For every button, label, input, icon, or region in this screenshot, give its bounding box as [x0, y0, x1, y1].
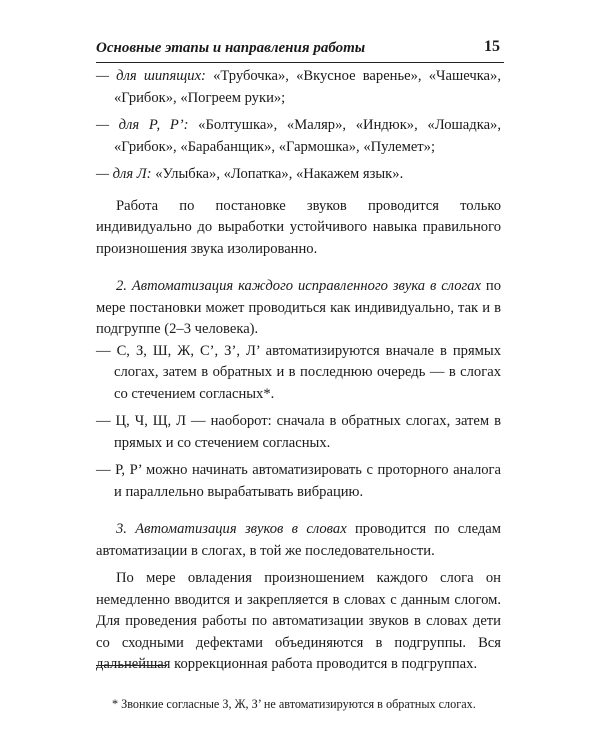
- section-2-heading: 2. Автоматизация каждого исправленного звука в слогах: [116, 278, 481, 294]
- list-item-label: — для шипящих:: [96, 68, 206, 84]
- body-text: [96, 66, 501, 676]
- list-item: — С, З, Ш, Ж, С’, З’, Л’ автоматизируются вначале в прямых слогах, затем в обратных и в последнюю очередь — в слогах со стечением согласных*.: [96, 342, 501, 402]
- paragraph-sound-setting: Работа по постановке звуков проводится только индивидуально до выработки устойчивого навыка правильного произношения звука изолированно.: [96, 197, 501, 257]
- list-item-text: «Улыбка», «Лопатка», «Накажем язык».: [151, 166, 404, 182]
- list-item-text: «Болтушка», «Маляр», «Индюк», «Лошадка», «Грибок», «Барабанщик», «Гармошка», «Пулемет»;: [114, 117, 501, 155]
- section-2-text: по мере постановки может проводиться как индивидуально, так и в подгруппе (2–3 человека).: [96, 278, 501, 337]
- list-item: — Р, Р’ можно начинать автоматизировать с проторного аналога и параллельно вырабатывать вибрацию.: [96, 462, 501, 500]
- section-2-paragraph: [96, 276, 501, 341]
- list-item-text: «Трубочка», «Вкусное варенье», «Чашечка», «Грибок», «Погреем руки»;: [114, 68, 501, 106]
- list-item: [96, 115, 501, 158]
- list-item-label: — для Р, Р’:: [96, 117, 189, 133]
- list-item: [96, 164, 501, 186]
- section-3-text: проводится по следам автоматизации в слогах, в той же последовательности.: [96, 521, 501, 559]
- list-item: — Ц, Ч, Щ, Л — наоборот: сначала в обратных слогах, затем в прямых и со стечением согласных.: [96, 413, 501, 451]
- page-header: [96, 40, 504, 63]
- footnote: * Звонкие согласные З, Ж, З’ не автоматизируются в обратных слогах.: [112, 697, 476, 712]
- section-3-paragraph: [96, 519, 501, 562]
- running-title: Основные этапы и направления работы: [96, 40, 366, 56]
- footnote-divider: [96, 665, 166, 666]
- paragraph-syllables-in-words: По мере овладения произношением каждого слога он немедленно вводится и закрепляется в словах с данным слогом. Для проведения работы по автоматизации звуков в словах дети со сходными дефектами объединяются в подгруппы. Вся дальнейшая коррекционная работа проводится в подгруппах.: [96, 570, 501, 672]
- page-number: 15: [484, 38, 500, 55]
- list-item: [96, 66, 501, 109]
- section-3-heading: 3. Автоматизация звуков в словах: [116, 521, 347, 537]
- list-item-label: — для Л:: [96, 166, 152, 182]
